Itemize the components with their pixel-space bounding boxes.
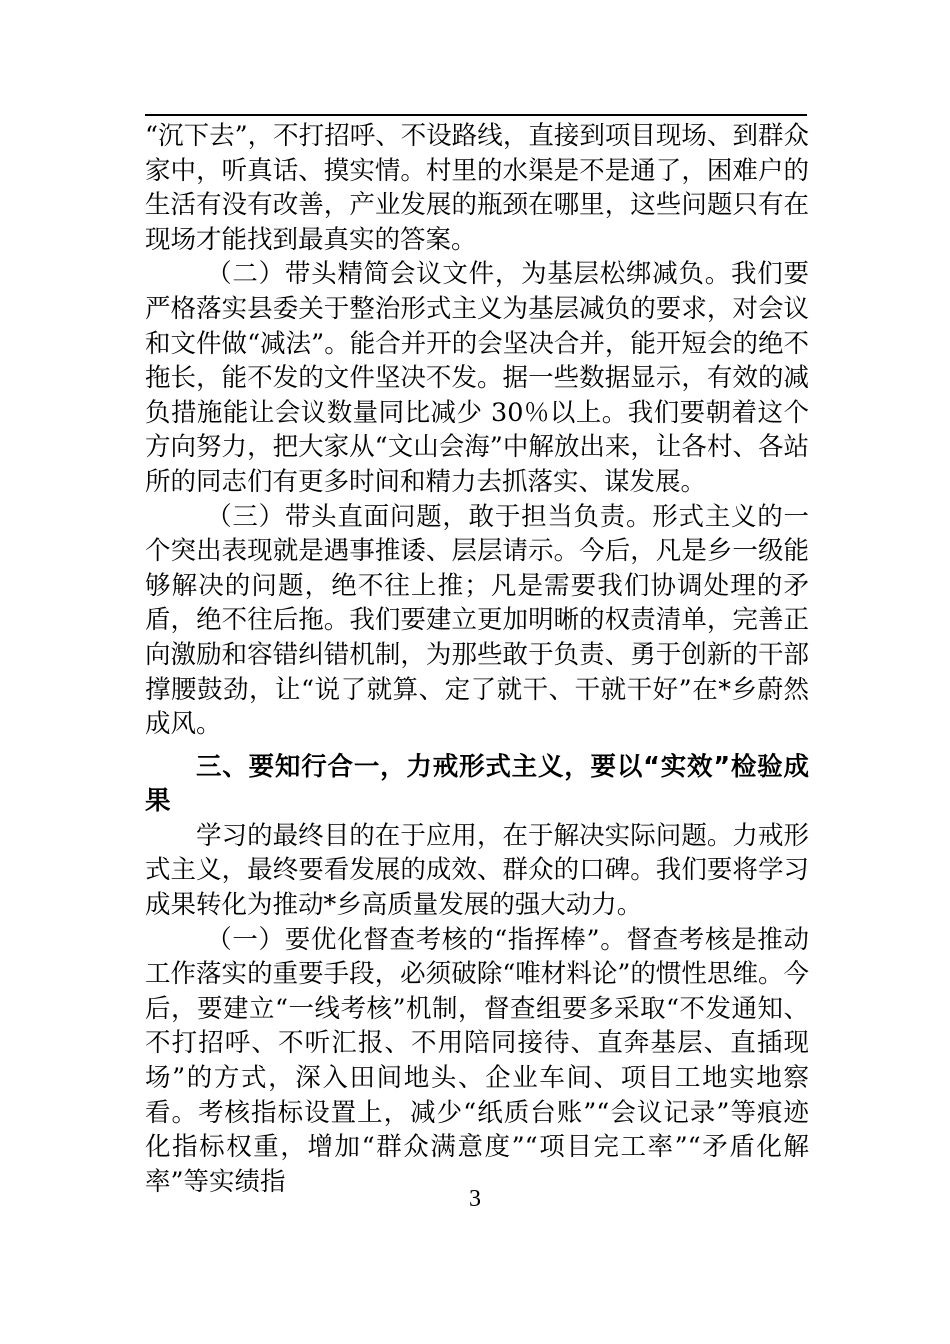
paragraph-continuation: “沉下去”，不打招呼、不设路线，直接到项目现场、到群众家中，听真话、摸实情。村里的水渠是不是通了，困难户的生活有没有改善，产业发展的瓶颈在哪里，这些问题只有在现场才能找到最真实的答案。 (145, 121, 809, 255)
paragraph-sub-point-2: （二）带头精简会议文件，为基层松绑减负。我们要严格落实县委关于整治形式主义为基层减负的要求，对会议和文件做“减法”。能合并开的会坚决合并，能开短会的绝不拖长，能不发的文件坚决不发。据一些数据显示，有效的减负措施能让会议数量同比减少 30％以上。我们要朝着这个方向努力，把大家从“文山会海”中解放出来，让各村、各站所的同志们有更多时间和精力去抓落实、谋发展。 (145, 259, 809, 497)
header-rule (145, 114, 807, 116)
paragraph-section-intro: 学习的最终目的在于应用，在于解决实际问题。力戒形式主义，最终要看发展的成效、群众的口碑。我们要将学习成果转化为推动*乡高质量发展的强大动力。 (145, 820, 809, 921)
paragraph-sub-point-1: （一）要优化督查考核的“指挥棒”。督查考核是推动工作落实的重要手段，必须破除“唯材料论”的惯性思维。今后，要建立“一线考核”机制，督查组要多采取“不发通知、不打招呼、不听汇报、不用陪同接待、直奔基层、直插现场”的方式，深入田间地头、企业车间、项目工地实地察看。考核指标设置上，减少“纸质台账”“会议记录”等痕迹化指标权重，增加“群众满意度”“项目完工率”“矛盾化解率”等实绩指 (145, 924, 809, 1197)
page-number: 3 (469, 1186, 481, 1212)
document-body (145, 119, 809, 1199)
section-heading: 三、要知行合一，力戒形式主义，要以“实效”检验成果 (145, 751, 809, 817)
paragraph-sub-point-3: （三）带头直面问题，敢于担当负责。形式主义的一个突出表现就是遇事推诿、层层请示。今后，凡是乡一级能够解决的问题，绝不往上推；凡是需要我们协调处理的矛盾，绝不往后拖。我们要建立更加明晰的权责清单，完善正向激励和容错纠错机制，为那些敢于负责、勇于创新的干部撑腰鼓劲，让“说了就算、定了就干、干就干好”在*乡蔚然成风。 (145, 501, 809, 740)
